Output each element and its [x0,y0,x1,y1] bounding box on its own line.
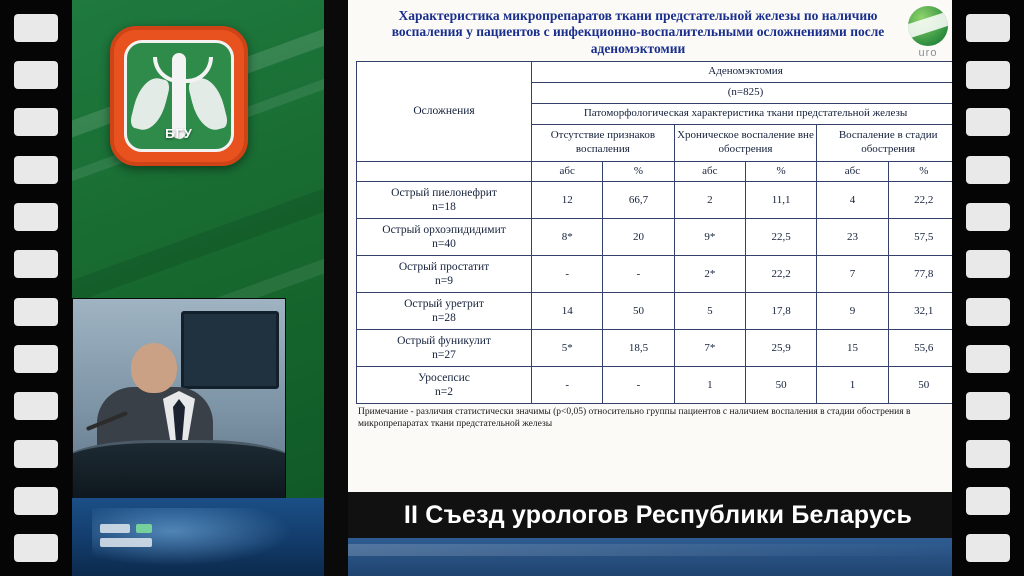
cell: 5* [532,330,603,367]
header-group-title: Аденомэктомия [532,62,960,83]
cell: 2 [674,182,745,219]
film-perforation [14,440,58,468]
table-footnote: Примечание - различия статистически значимы (p<0,05) относительно группы пациентов с наличием воспаления в стадии обострения в микропрепаратах ткани предстательной железы [358,407,911,429]
cell: 9 [817,293,888,330]
uro-logo [896,6,960,58]
speaker-desk [72,440,286,499]
cell: 50 [603,293,674,330]
slide-footer [348,538,968,576]
footer-sheen [348,544,968,556]
cell: 2* [674,256,745,293]
cell: 1 [817,367,888,404]
row-label [357,293,532,330]
row-label-text: Уросепсис [418,372,470,385]
film-perforation [966,14,1010,42]
emblem-inner [124,40,234,152]
measure-label-4: абс [817,161,888,182]
cell: 22,2 [745,256,816,293]
emblem-abbreviation: БГУ [165,126,193,141]
cell: 7* [674,330,745,367]
podium-bar [136,524,152,533]
cell: 5 [674,293,745,330]
film-perforation [966,487,1010,515]
row-label-n: n=18 [432,201,456,214]
presentation-slide [348,0,968,576]
cell: 55,6 [888,330,959,367]
film-perforation [966,440,1010,468]
cell: - [532,256,603,293]
cell: 20 [603,219,674,256]
header-category-1: Хроническое воспаление вне обострения [674,124,817,161]
table-row [357,367,960,404]
row-label-n: n=9 [435,275,454,288]
row-label-n: n=2 [435,386,454,399]
cell: 77,8 [888,256,959,293]
film-perforation [14,392,58,420]
row-label-n: n=40 [432,238,456,251]
film-perforation [966,345,1010,373]
cell: 12 [532,182,603,219]
film-perforation [14,108,58,136]
film-rail-right [952,0,1024,576]
cell: 23 [817,219,888,256]
wing-icon [129,74,171,134]
film-perforation [14,345,58,373]
film-perforation [14,156,58,184]
row-label-n: n=27 [432,349,456,362]
cell: 8* [532,219,603,256]
event-banner-text: II Съезд урологов Республики Беларусь [403,500,913,529]
table-row [357,219,960,256]
cell: 50 [888,367,959,404]
measure-label-5: % [888,161,959,182]
header-category-0: Отсутствие признаков воспаления [532,124,675,161]
speaker-video-inset [72,298,286,500]
cell: 7 [817,256,888,293]
university-emblem [110,26,248,166]
cell: 4 [817,182,888,219]
film-perforation [966,156,1010,184]
row-label [357,330,532,367]
cell: 17,8 [745,293,816,330]
header-group-n: (n=825) [532,83,960,104]
cell: 50 [745,367,816,404]
row-label-text: Острый орхоэпидидимит [382,224,506,237]
row-label-n: n=28 [432,312,456,325]
uro-logo-text: uro [918,47,938,59]
row-label [357,256,532,293]
cell: - [603,256,674,293]
cell: 25,9 [745,330,816,367]
cell: 66,7 [603,182,674,219]
wing-icon [187,74,229,134]
cell: 15 [817,330,888,367]
measure-label-0: абс [532,161,603,182]
slide-title: Характеристика микропрепаратов ткани предстательной железы по наличию воспаления у пациентов с инфекционно-воспалительными осложнениями после аденомэктомии [391,8,885,56]
speaker-head [131,343,177,393]
measure-label-1: % [603,161,674,182]
film-perforation [14,250,58,278]
table-row [357,293,960,330]
cell: 14 [532,293,603,330]
globe-icon [908,6,948,46]
film-perforation [966,61,1010,89]
row-label [357,367,532,404]
film-perforation [966,298,1010,326]
film-perforation [14,61,58,89]
film-rail-left [0,0,72,576]
measure-label-3: % [745,161,816,182]
cell: 18,5 [603,330,674,367]
cell: 57,5 [888,219,959,256]
film-perforation [966,392,1010,420]
film-perforation [14,534,58,562]
row-label-text: Острый простатит [398,261,490,274]
row-label-text: Острый пиелонефрит [391,187,497,200]
row-label-text: Острый уретрит [404,298,484,311]
table-measure-row [357,161,960,182]
cell: 22,5 [745,219,816,256]
table-header-row [357,62,960,83]
film-perforation [966,203,1010,231]
table-row [357,182,960,219]
film-perforation [14,298,58,326]
row-label [357,182,532,219]
measure-label [357,161,532,182]
decorative-stripe [72,169,324,313]
cell: 22,2 [888,182,959,219]
row-label [357,219,532,256]
film-perforation [966,108,1010,136]
slide-content [348,0,968,492]
podium-panel [72,498,324,576]
film-perforation [14,14,58,42]
header-category-2: Воспаление в стадии обострения [817,124,960,161]
cell: 9* [674,219,745,256]
row-label-text: Острый фуникулит [397,335,491,348]
table-row [357,256,960,293]
measure-label-2: абс [674,161,745,182]
header-complications: Осложнения [357,62,532,161]
cell: - [603,367,674,404]
cell: 1 [674,367,745,404]
podium-bar [100,524,130,533]
film-perforation [966,250,1010,278]
podium-bar [100,538,152,547]
monitor-screen [181,311,279,389]
results-table [356,61,960,404]
film-perforation [966,534,1010,562]
film-perforation [14,203,58,231]
cell: 11,1 [745,182,816,219]
podium-glow [92,508,292,566]
cell: 32,1 [888,293,959,330]
cell: - [532,367,603,404]
event-banner [348,492,968,538]
header-subgroup-title: Патоморфологическая характеристика ткани предстательной железы [532,103,960,124]
film-perforation [14,487,58,515]
table-row [357,330,960,367]
